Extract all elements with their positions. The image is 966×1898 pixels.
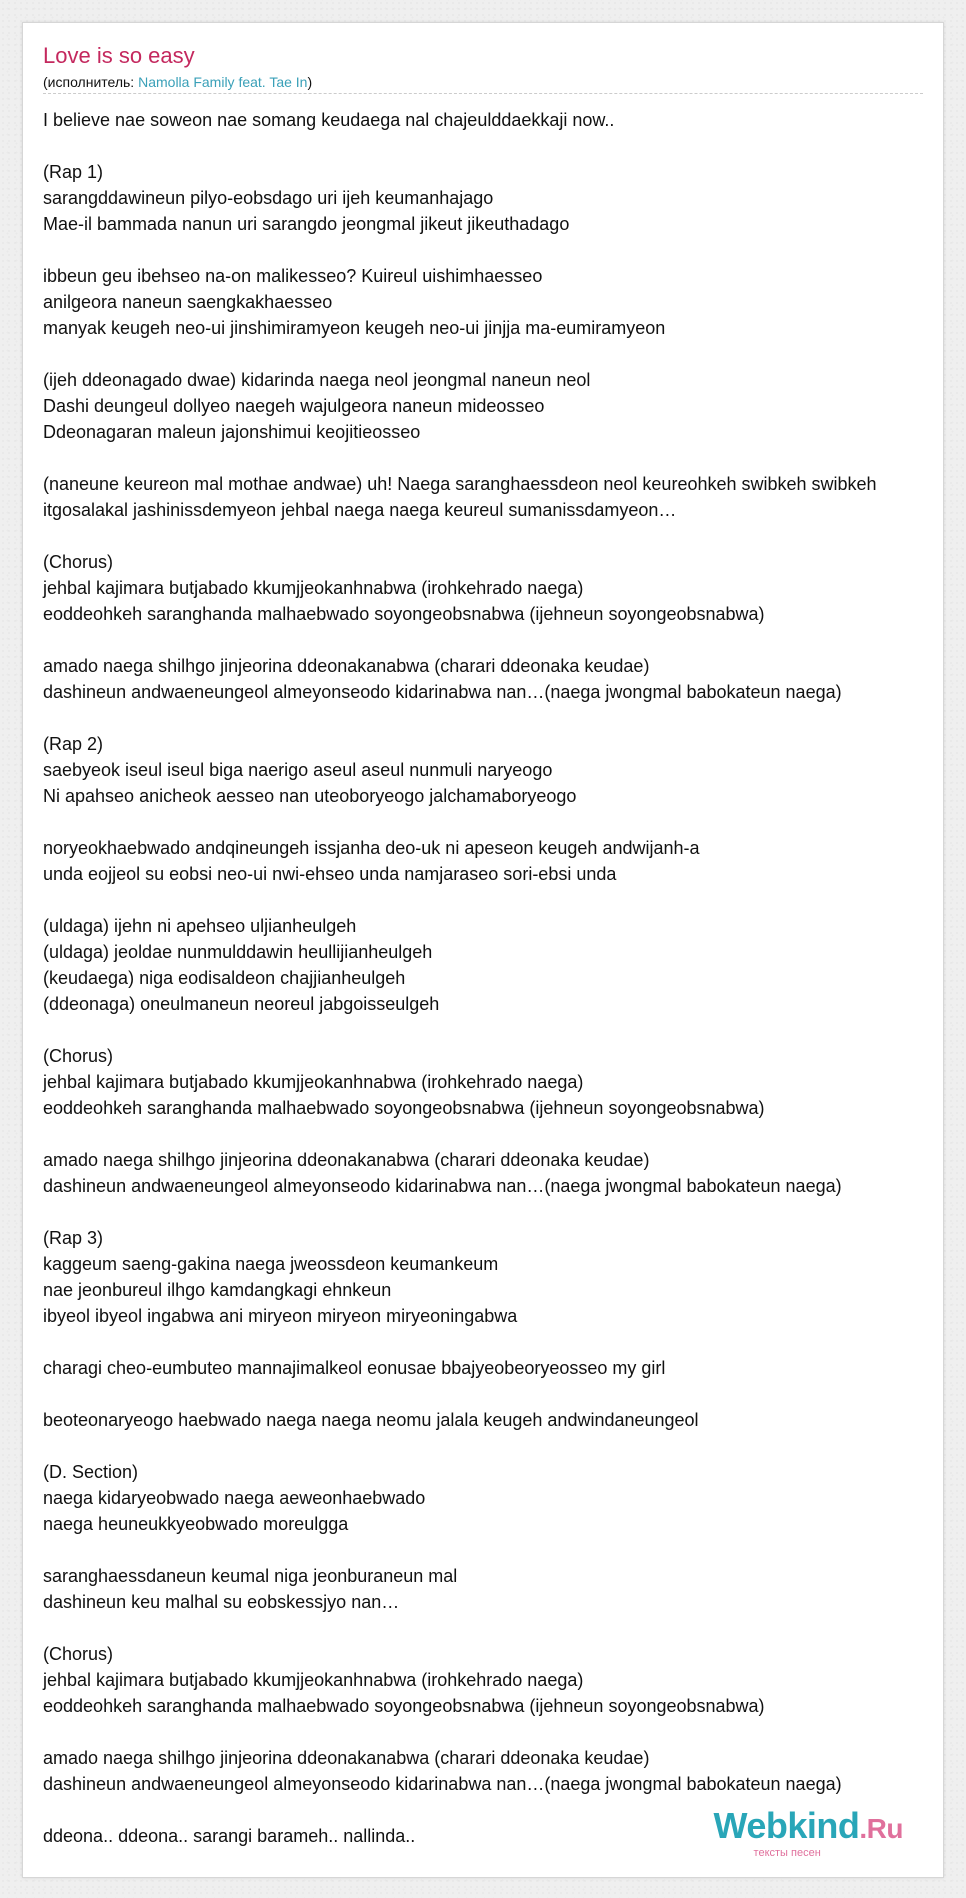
logo-name: Webkind <box>713 1805 860 1846</box>
lyric-line: dashineun andwaeneungeol almeyonseodo kidarinabwa nan…(naega jwongmal babokateun naega) <box>43 682 842 702</box>
lyric-line: (uldaga) ijehn ni apehseo uljianheulgeh <box>43 916 357 936</box>
lyric-line: (keudaega) niga eodisaldeon chajjianheulgeh <box>43 968 406 988</box>
song-title: Love is so easy <box>43 43 195 68</box>
stanza-gap <box>43 809 944 835</box>
stanza-gap <box>43 1329 944 1355</box>
lyric-line: amado naega shilhgo jinjeorina ddeonakanabwa (charari ddeonaka keudae) <box>43 1748 650 1768</box>
lyric-line: eoddeohkeh saranghanda malhaebwado soyongeobsnabwa (ijehneun soyongeobsnabwa) <box>43 1098 765 1118</box>
lyric-line: charagi cheo-eumbuteo mannajimalkeol eonusae bbajyeobeoryeosseo my girl <box>43 1358 666 1378</box>
lyric-line: I believe nae soweon nae somang keudaega nal chajeulddaekkaji now.. <box>43 110 615 130</box>
lyrics-card <box>22 22 944 1878</box>
lyric-line: nae jeonbureul ilhgo kamdangkagi ehnkeun <box>43 1280 392 1300</box>
lyric-line: (naneune keureon mal mothae andwae) uh! Naega saranghaessdeon neol keureohkeh swibkeh swibkeh <box>43 474 877 494</box>
lyric-line: (Chorus) <box>43 1644 114 1664</box>
lyric-line: ibbeun geu ibehseo na-on malikesseo? Kuireul uishimhaesseo <box>43 266 543 286</box>
lyric-line: (Rap 2) <box>43 734 104 754</box>
lyric-line: kaggeum saeng-gakina naega jweossdeon keumankeum <box>43 1254 499 1274</box>
lyric-line: (uldaga) jeoldae nunmulddawin heullijianheulgeh <box>43 942 433 962</box>
lyric-line: amado naega shilhgo jinjeorina ddeonakanabwa (charari ddeonaka keudae) <box>43 1150 650 1170</box>
stanza-gap <box>43 1121 944 1147</box>
title-divider <box>43 93 923 94</box>
lyric-line: (Rap 3) <box>43 1228 104 1248</box>
lyric-line: naega kidaryeobwado naega aeweonhaebwado <box>43 1488 426 1508</box>
stanza-gap <box>43 1381 944 1407</box>
lyric-line: unda eojjeol su eobsi neo-ui nwi-ehseo unda namjaraseo sori-ebsi unda <box>43 864 617 884</box>
stanza-gap <box>43 237 944 263</box>
lyric-line: Mae-il bammada nanun uri sarangdo jeongmal jikeut jikeuthadago <box>43 214 570 234</box>
lyric-line: manyak keugeh neo-ui jinshimiramyeon keugeh neo-ui jinjja ma-eumiramyeon <box>43 318 666 338</box>
lyric-line: noryeokhaebwado andqineungeh issjanha deo-uk ni apeseon keugeh andwijanh-a <box>43 838 700 858</box>
lyric-line: ibyeol ibyeol ingabwa ani miryeon miryeon miryeoningabwa <box>43 1306 518 1326</box>
stanza-gap <box>43 1615 944 1641</box>
lyric-line: saranghaessdaneun keumal niga jeonburaneun mal <box>43 1566 458 1586</box>
stanza-gap <box>43 1537 944 1563</box>
stanza-gap <box>43 341 944 367</box>
logo-wordmark <box>713 1805 903 1847</box>
lyric-line: dashineun andwaeneungeol almeyonseodo kidarinabwa nan…(naega jwongmal babokateun naega) <box>43 1176 842 1196</box>
webkind-logo[interactable] <box>713 1805 903 1859</box>
stanza-gap <box>43 1433 944 1459</box>
lyric-line: dashineun keu malhal su eobskessjyo nan… <box>43 1592 400 1612</box>
lyric-line: saebyeok iseul iseul biga naerigo aseul aseul nunmuli naryeogo <box>43 760 553 780</box>
lyric-line: eoddeohkeh saranghanda malhaebwado soyongeobsnabwa (ijehneun soyongeobsnabwa) <box>43 604 765 624</box>
lyric-line: amado naega shilhgo jinjeorina ddeonakanabwa (charari ddeonaka keudae) <box>43 656 650 676</box>
stanza-gap <box>43 705 944 731</box>
stanza-gap <box>43 445 944 471</box>
lyric-line: itgosalakal jashinissdemyeon jehbal naega naega keureul sumanissdamyeon… <box>43 500 677 520</box>
lyric-line: (ddeonaga) oneulmaneun neoreul jabgoisseulgeh <box>43 994 440 1014</box>
lyric-line: (Chorus) <box>43 1046 114 1066</box>
performer-prefix: (исполнитель: <box>43 74 139 90</box>
lyric-line: (D. Section) <box>43 1462 139 1482</box>
logo-tld: .Ru <box>859 1813 903 1844</box>
lyrics-body <box>43 107 944 1849</box>
lyric-line: jehbal kajimara butjabado kkumjjeokanhnabwa (irohkehrado naega) <box>43 1670 584 1690</box>
artist-link[interactable]: Namolla Family feat. Tae In <box>138 74 308 90</box>
stanza-gap <box>43 1017 944 1043</box>
stanza-gap <box>43 1719 944 1745</box>
lyric-line: jehbal kajimara butjabado kkumjjeokanhnabwa (irohkehrado naega) <box>43 578 584 598</box>
lyric-line: Dashi deungeul dollyeo naegeh wajulgeora naneun mideosseo <box>43 396 545 416</box>
stanza-gap <box>43 523 944 549</box>
performer-suffix: ) <box>307 74 313 90</box>
lyric-line: ddeona.. ddeona.. sarangi barameh.. nallinda.. <box>43 1826 416 1846</box>
logo-tagline: тексты песен <box>753 1847 821 1859</box>
stanza-gap <box>43 887 944 913</box>
lyric-line: beoteonaryeogo haebwado naega naega neomu jalala keugeh andwindaneungeol <box>43 1410 699 1430</box>
lyric-line: (Rap 1) <box>43 162 104 182</box>
lyric-line: sarangddawineun pilyo-eobsdago uri ijeh keumanhajago <box>43 188 494 208</box>
lyric-line: Ddeonagaran maleun jajonshimui keojitieosseo <box>43 422 421 442</box>
lyric-line: dashineun andwaeneungeol almeyonseodo kidarinabwa nan…(naega jwongmal babokateun naega) <box>43 1774 842 1794</box>
lyric-line: eoddeohkeh saranghanda malhaebwado soyongeobsnabwa (ijehneun soyongeobsnabwa) <box>43 1696 765 1716</box>
stanza-gap <box>43 133 944 159</box>
lyric-line: anilgeora naneun saengkakhaesseo <box>43 292 333 312</box>
lyric-line: naega heuneukkyeobwado moreulgga <box>43 1514 349 1534</box>
stanza-gap <box>43 1199 944 1225</box>
lyric-line: jehbal kajimara butjabado kkumjjeokanhnabwa (irohkehrado naega) <box>43 1072 584 1092</box>
stanza-gap <box>43 627 944 653</box>
lyric-line: (ijeh ddeonagado dwae) kidarinda naega neol jeongmal naneun neol <box>43 370 591 390</box>
performer-line <box>43 73 312 91</box>
lyric-line: (Chorus) <box>43 552 114 572</box>
lyric-line: Ni apahseo anicheok aesseo nan uteoboryeogo jalchamaboryeogo <box>43 786 577 806</box>
